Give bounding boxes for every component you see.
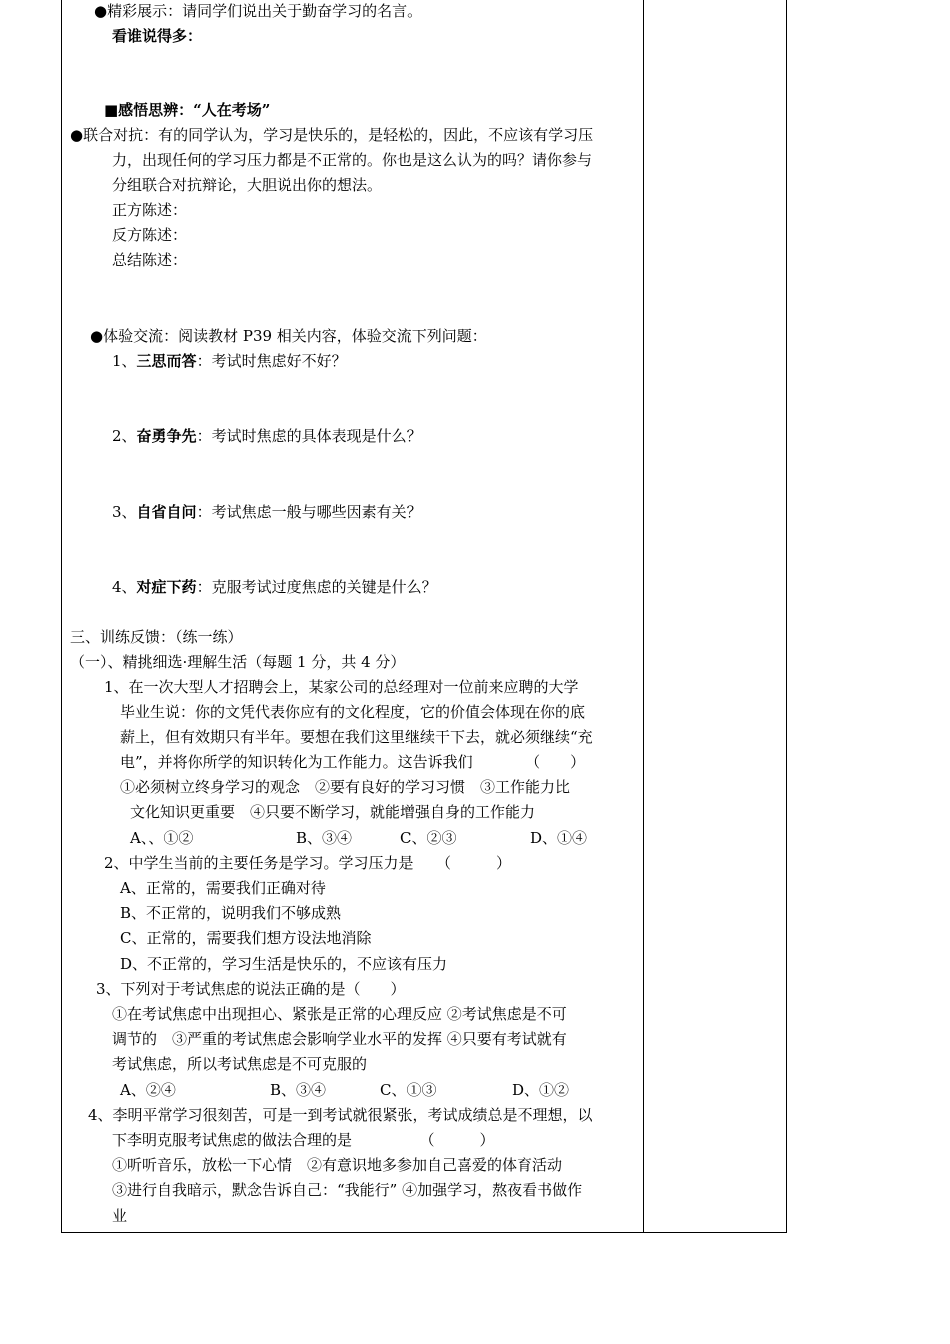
question-2: 2、奋勇争先：考试时焦虑的具体表现是什么？ <box>112 427 422 445</box>
mc4-statements-3: 业 <box>112 1207 128 1225</box>
mc3-option-c: C、①③ <box>380 1081 437 1099</box>
mc1-line-4: 电”，并将你所学的知识转化为工作能力。这告诉我们 （ ） <box>120 753 586 771</box>
mc1-statements-1: ①必须树立终身学习的观念 ②要有良好的学习习惯 ③工作能力比 <box>120 778 571 796</box>
mc4-statements-2: ③进行自我暗示，默念告诉自己：“我能行” ④加强学习，熬夜看书做作 <box>112 1181 583 1199</box>
mc1-line-3: 薪上，但有效期只有半年。要想在我们这里继续干下去，就必须继续“充 <box>120 728 593 746</box>
mc1-option-d: D、①④ <box>530 829 588 847</box>
experience-exchange-prompt: ●体验交流：阅读教材 P39 相关内容，体验交流下列问题： <box>90 327 487 345</box>
mc2-option-c: C、正常的，需要我们想方设法地消除 <box>120 929 372 947</box>
mc1-statements-2: 文化知识更重要 ④只要不断学习，就能增强自身的工作能力 <box>130 803 536 821</box>
showcase-prompt: ●精彩展示：请同学们说出关于勤奋学习的名言。 <box>94 2 423 20</box>
con-side-label: 反方陈述： <box>112 226 188 244</box>
mc3-statements-1: ①在考试焦虑中出现担心、紧张是正常的心理反应 ②考试焦虑是不可 <box>112 1005 567 1023</box>
mc3-option-a: A、②④ <box>120 1081 176 1099</box>
debate-prompt-line-3: 分组联合对抗辩论，大胆说出你的想法。 <box>112 176 383 194</box>
question-1: 1、三思而答：考试时焦虑好不好？ <box>112 352 347 370</box>
multiple-choice-heading: （一）、精挑细选·理解生活（每题 1 分，共 4 分） <box>70 653 406 671</box>
summary-label: 总结陈述： <box>112 251 188 269</box>
mc2-option-b: B、不正常的，说明我们不够成熟 <box>120 904 342 922</box>
reflection-heading: ■感悟思辨：“人在考场” <box>104 101 271 119</box>
mc3-question: 3、下列对于考试焦虑的说法正确的是（ ） <box>96 980 406 998</box>
table-column-divider <box>643 0 644 1233</box>
debate-prompt-line-2: 力，出现任何的学习压力都是不正常的。你也是这么认为的吗？请你参与 <box>112 151 593 169</box>
mc2-question: 2、中学生当前的主要任务是学习。学习压力是 （ ） <box>104 854 512 872</box>
debate-prompt-line-1: ●联合对抗：有的同学认为，学习是快乐的，是轻松的，因此，不应该有学习压 <box>70 126 594 144</box>
pro-side-label: 正方陈述： <box>112 201 188 219</box>
mc4-question-line-2: 下李明克服考试焦虑的做法合理的是 （ ） <box>112 1131 495 1149</box>
training-feedback-heading: 三、训练反馈：（练一练） <box>70 628 243 646</box>
who-says-most-label: 看谁说得多： <box>112 27 203 45</box>
mc1-option-b: B、③④ <box>296 829 353 847</box>
question-4: 4、对症下药：克服考试过度焦虑的关键是什么？ <box>112 578 437 596</box>
question-1-title: 三思而答 <box>136 352 197 370</box>
mc1-option-a: A、、①② <box>130 829 194 847</box>
mc3-option-b: B、③④ <box>270 1081 327 1099</box>
mc4-question-line-1: 4、李明平常学习很刻苦，可是一到考试就很紧张，考试成绩总是不理想，以 <box>88 1106 593 1124</box>
mc4-statements-1: ①听听音乐，放松一下心情 ②有意识地多参加自己喜爱的体育活动 <box>112 1156 563 1174</box>
mc2-option-a: A、正常的，需要我们正确对待 <box>120 879 326 897</box>
question-2-title: 奋勇争先 <box>136 427 197 445</box>
mc3-option-d: D、①② <box>512 1081 570 1099</box>
mc3-statements-2: 调节的 ③严重的考试焦虑会影响学业水平的发挥 ④只要有考试就有 <box>112 1030 567 1048</box>
mc2-option-d: D、不正常的，学习生活是快乐的，不应该有压力 <box>120 955 448 973</box>
question-3-title: 自省自问 <box>136 503 197 521</box>
mc1-line-2: 毕业生说：你的文凭代表你应有的文化程度，它的价值会体现在你的底 <box>120 703 586 721</box>
mc1-line-1: 1、在一次大型人才招聘会上，某家公司的总经理对一位前来应聘的大学 <box>104 678 579 696</box>
question-4-title: 对症下药 <box>136 578 197 596</box>
mc3-statements-3: 考试焦虑，所以考试焦虑是不可克服的 <box>112 1055 368 1073</box>
mc1-option-c: C、②③ <box>400 829 457 847</box>
question-3: 3、自省自问：考试焦虑一般与哪些因素有关？ <box>112 503 422 521</box>
